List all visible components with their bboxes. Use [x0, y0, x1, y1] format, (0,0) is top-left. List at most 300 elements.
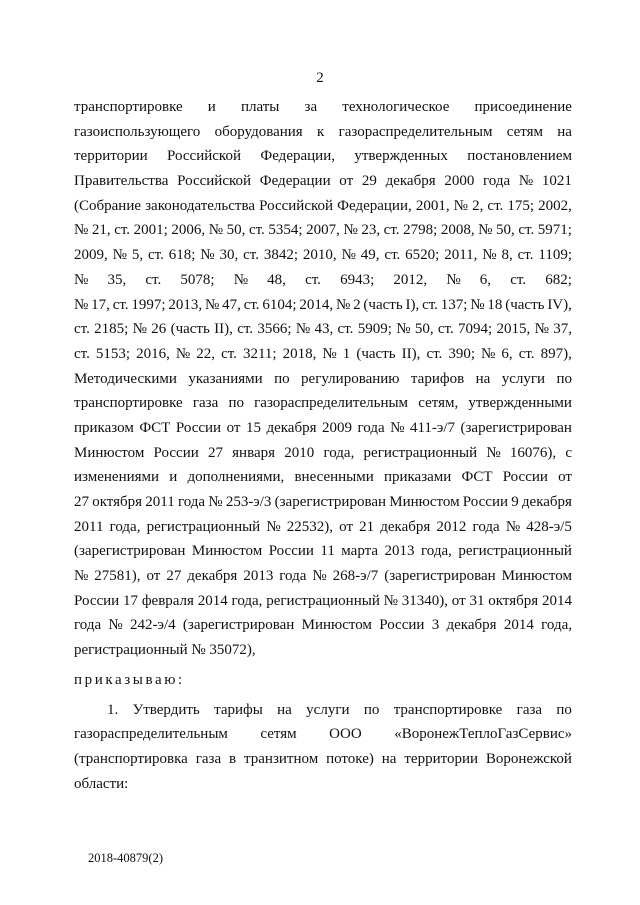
text-line — [74, 293, 572, 318]
word: оборудования — [214, 123, 303, 140]
word: 2, — [472, 197, 484, 214]
word: 2011 — [145, 494, 175, 510]
word: 49, — [360, 247, 380, 264]
word: регистрационный — [146, 518, 261, 535]
word: (транспортировка — [74, 750, 188, 767]
word: дополнениями, — [187, 469, 285, 486]
word: года, — [420, 543, 452, 560]
word: № — [74, 222, 89, 239]
word: IV), — [547, 296, 572, 313]
word: 2014 — [197, 592, 228, 609]
word: 2001, — [415, 197, 450, 214]
word: (зарегистрирован — [460, 419, 572, 436]
word: № — [208, 494, 223, 510]
text-line — [74, 490, 572, 515]
word: 22532), — [286, 518, 334, 535]
word: законодательства — [145, 197, 256, 214]
word: ст. — [243, 247, 259, 264]
word: 27 — [74, 494, 89, 510]
word: № — [534, 321, 549, 338]
word: 3211; — [242, 345, 277, 362]
word: 2009, — [74, 247, 108, 264]
word: сетям, — [418, 395, 459, 412]
word: России — [379, 617, 425, 634]
word: России — [74, 592, 120, 609]
text-line — [74, 416, 572, 441]
word: газа — [195, 750, 222, 767]
word: 48, — [267, 271, 286, 288]
text-line — [74, 342, 572, 367]
word: (зарегистрирован — [182, 617, 295, 634]
text-line — [74, 120, 572, 145]
word: ст. — [248, 222, 265, 239]
word: (зарегистрирован — [384, 568, 496, 585]
text-line — [74, 95, 572, 120]
word: ст. — [237, 321, 254, 338]
word: февраля — [141, 592, 194, 609]
paragraph-legal-basis — [74, 95, 572, 663]
word: 2011, — [444, 247, 478, 264]
word: № — [200, 247, 215, 264]
word: 50, — [496, 222, 515, 239]
text-line — [74, 218, 572, 243]
word: ст. — [221, 345, 237, 362]
word: 2014 — [503, 617, 534, 634]
text-line — [74, 317, 572, 342]
word: приказом — [74, 419, 134, 436]
word: года — [74, 617, 102, 634]
text-line — [74, 169, 572, 194]
word: газа — [516, 701, 543, 718]
word: 411-э/7 — [409, 419, 455, 436]
word: 37, — [553, 321, 572, 338]
word: ст. — [383, 222, 400, 239]
word: Утвердить — [132, 701, 200, 718]
word: по — [363, 701, 380, 718]
word: октября — [92, 494, 143, 510]
word: 35, — [107, 271, 127, 288]
word: 23, — [361, 222, 381, 239]
word: 390; — [448, 345, 475, 362]
word: с — [565, 444, 572, 461]
word: регистрационный — [74, 642, 188, 659]
word: транзитном — [244, 750, 319, 767]
word: 9 — [511, 494, 519, 510]
word: № — [446, 271, 461, 288]
word: по — [556, 701, 572, 718]
order-word: приказываю: — [74, 671, 185, 688]
word: 31 — [469, 592, 485, 609]
text-line — [74, 194, 572, 219]
word: 6520; — [405, 247, 440, 264]
word: № — [312, 568, 327, 585]
word: и — [207, 99, 216, 115]
word: 21 — [359, 518, 375, 535]
word: 3 — [431, 617, 440, 634]
word: 3566; — [257, 321, 292, 338]
word: № — [390, 419, 405, 436]
word: декабря — [187, 568, 238, 585]
word: изменениями — [74, 469, 160, 486]
word: года — [279, 568, 307, 585]
word: 5153; — [95, 345, 131, 362]
word: (Собрание — [74, 197, 142, 214]
word: (часть — [363, 296, 403, 313]
word: 1 — [342, 345, 351, 362]
word: от — [339, 518, 353, 535]
word: 18 — [487, 296, 503, 313]
word: и — [169, 469, 178, 486]
word: по — [556, 370, 572, 387]
word: 26 — [151, 321, 167, 338]
word: 21, — [91, 222, 111, 239]
text-line — [74, 515, 572, 540]
text-line — [74, 243, 572, 268]
word: ст. — [518, 222, 535, 239]
word: Правительства — [74, 173, 169, 190]
word: 5354; — [268, 222, 303, 239]
word: ст. — [74, 345, 90, 362]
word: 5, — [131, 247, 144, 264]
word: № — [74, 568, 89, 585]
word: 2009 — [321, 419, 352, 436]
word: ст. — [517, 247, 534, 264]
word: 17 — [123, 592, 139, 609]
word: технологическое — [342, 99, 450, 115]
word: ст. — [510, 271, 527, 288]
word: № — [518, 173, 534, 190]
word: 2013 — [384, 543, 415, 560]
word: № — [191, 642, 206, 659]
word: 3842; — [263, 247, 299, 264]
text-line — [74, 564, 572, 589]
word: № — [335, 296, 351, 313]
word: 6, — [479, 271, 492, 288]
word: 428-э/5 — [526, 518, 572, 535]
word: регистрационный — [266, 592, 380, 609]
word: сетям — [260, 726, 297, 743]
word: 1997; — [131, 296, 166, 313]
word: на — [557, 123, 572, 140]
word: 27 — [207, 444, 223, 461]
word: от — [451, 592, 466, 609]
word: 242-э/4 — [130, 617, 176, 634]
word: 1. — [107, 701, 119, 718]
word: 175; — [507, 197, 535, 214]
word: 2012 — [436, 518, 467, 535]
word: декабря — [521, 494, 572, 510]
word: 2010, — [302, 247, 337, 264]
text-line — [74, 367, 572, 392]
word: газораспределительным — [254, 395, 409, 412]
word: утвержденными — [468, 395, 572, 412]
word: № — [233, 271, 249, 288]
word: № — [112, 247, 127, 264]
word: потоке) — [326, 750, 374, 767]
word: 2798; — [403, 222, 438, 239]
word: Методическими — [74, 370, 177, 387]
word: года — [177, 494, 206, 510]
word: 2015, — [496, 321, 531, 338]
text-line — [74, 268, 572, 293]
word: года — [483, 173, 511, 190]
word: № — [74, 296, 89, 313]
word: № — [208, 222, 224, 239]
word: декабря — [385, 173, 436, 190]
text-line — [74, 391, 572, 416]
word: № — [108, 617, 123, 634]
word: ООО — [329, 726, 362, 743]
text-line — [74, 144, 572, 169]
word: тарифов — [410, 370, 465, 387]
word: 22, — [196, 345, 216, 362]
text-line — [74, 638, 572, 663]
word: (зарегистрирован — [74, 543, 186, 560]
word: 2007, — [306, 222, 340, 239]
word: приказами — [383, 469, 452, 486]
word: газораспределительным — [74, 726, 228, 743]
word: 2001; — [133, 222, 168, 239]
word: № — [175, 345, 191, 362]
word: России — [462, 494, 508, 510]
word: 2008, — [440, 222, 475, 239]
word: 2018, — [282, 345, 317, 362]
word: года, — [109, 518, 141, 535]
word: на — [381, 750, 397, 767]
text-line — [74, 613, 572, 638]
word: Минюстом — [74, 444, 145, 461]
word: территории — [74, 148, 148, 165]
word: 682; — [545, 271, 572, 288]
word: I), — [405, 296, 420, 313]
word: 30, — [219, 247, 239, 264]
word: № — [266, 518, 281, 535]
word: 6, — [501, 345, 513, 362]
text-line — [74, 722, 572, 747]
word: ст. — [422, 296, 438, 313]
word: Воронежской — [485, 750, 572, 767]
word: (часть — [505, 296, 545, 313]
text-line — [74, 441, 572, 466]
word: № — [295, 321, 311, 338]
document-body — [74, 95, 572, 796]
word: 2013 — [243, 568, 274, 585]
word: № — [486, 444, 501, 461]
word: 897), — [540, 345, 572, 362]
word: ФСТ — [139, 419, 171, 436]
text-line — [74, 772, 572, 797]
word: декабря — [380, 518, 431, 535]
word: 137; — [440, 296, 468, 313]
word: октября — [488, 592, 539, 609]
word: утвержденных — [354, 148, 448, 165]
word: услуги — [306, 701, 350, 718]
word: 253-э/3 — [225, 494, 272, 510]
word: 27 — [166, 568, 182, 585]
word: России — [502, 469, 548, 486]
word: газа — [192, 395, 219, 412]
text-line — [74, 698, 572, 723]
word: № — [478, 222, 493, 239]
word: 17, — [91, 296, 110, 313]
word: регистрационный — [363, 444, 478, 461]
word: 2010 — [284, 444, 315, 461]
word: января — [232, 444, 276, 461]
word: на — [277, 701, 292, 718]
word: присоединение — [474, 99, 572, 115]
word: № — [396, 321, 411, 338]
word: № — [341, 247, 356, 264]
word: Минюстом — [191, 543, 263, 560]
word: ст. — [243, 296, 260, 313]
word: России — [175, 419, 222, 436]
word: транспортировке — [74, 395, 183, 412]
word: внесенными — [294, 469, 374, 486]
word: области: — [74, 775, 129, 792]
word: Российской — [167, 148, 241, 165]
word: России — [153, 444, 199, 461]
word: ФСТ — [461, 469, 493, 486]
word: № — [505, 518, 521, 535]
word: 2000 — [444, 173, 475, 190]
word: транспортировке — [74, 99, 183, 115]
word: марта — [341, 543, 379, 560]
word: № — [322, 345, 337, 362]
word: 47, — [222, 296, 241, 313]
word: II), — [401, 345, 421, 362]
word: 618; — [168, 247, 196, 264]
word: ст. — [147, 247, 164, 264]
document-code: 2018-40879(2) — [88, 851, 163, 865]
word: 5971; — [537, 222, 572, 239]
word: от — [558, 469, 572, 486]
word: ст. — [145, 271, 162, 288]
word: 2016, — [136, 345, 170, 362]
word: 8, — [501, 247, 513, 264]
word: ст. — [437, 321, 454, 338]
word: 268-э/7 — [332, 568, 379, 585]
word: года, — [231, 592, 263, 609]
word: 6943; — [340, 271, 375, 288]
text-line — [74, 539, 572, 564]
word: 5909; — [357, 321, 392, 338]
word: за — [304, 99, 318, 115]
word: декабря — [266, 419, 317, 436]
word: 1021 — [541, 173, 572, 190]
word: 16076), — [509, 444, 557, 461]
word: 6104; — [262, 296, 297, 313]
word: № — [383, 592, 398, 609]
word: Минюстом — [301, 617, 372, 634]
word: № — [453, 197, 468, 214]
word: территории — [404, 750, 479, 767]
word: Федерации — [259, 173, 331, 190]
word: (часть — [356, 345, 396, 362]
word: 1109; — [538, 247, 572, 264]
word: услуги — [501, 370, 546, 387]
word: (зарегистрирован — [274, 494, 387, 510]
word: II), — [214, 321, 233, 338]
word: 2 — [353, 296, 361, 313]
word: года, — [541, 617, 572, 634]
word: Федерации, — [337, 197, 412, 214]
word: 15 — [245, 419, 261, 436]
word: на — [475, 370, 491, 387]
word: 2006, — [171, 222, 206, 239]
word: 2011 — [74, 518, 104, 535]
word: ст. — [305, 271, 321, 288]
word: ст. — [426, 345, 443, 362]
word: 27581), — [94, 568, 141, 585]
word: года — [472, 518, 500, 535]
word: ст. — [384, 247, 401, 264]
word: ст. — [337, 321, 354, 338]
word: от — [226, 419, 241, 436]
word: сетям — [506, 123, 543, 140]
word: газораспределительным — [338, 123, 493, 140]
word: 2014, — [299, 296, 334, 313]
word: тарифы — [214, 701, 263, 718]
word: 2185; — [94, 321, 129, 338]
word: ст. — [114, 222, 131, 239]
word: 2012, — [393, 271, 428, 288]
word: 50, — [414, 321, 434, 338]
word: года — [357, 419, 385, 436]
word: 2013, — [168, 296, 203, 313]
word: № — [481, 345, 496, 362]
word: № — [132, 321, 147, 338]
word: № — [470, 296, 485, 313]
word: России — [268, 543, 314, 560]
word: по — [228, 395, 244, 412]
word: 5078; — [180, 271, 215, 288]
page-number: 2 — [316, 70, 324, 86]
word: «ВоронежТеплоГазСервис» — [394, 726, 572, 743]
word: № — [204, 296, 220, 313]
word: регулированию — [301, 370, 400, 387]
word: (часть — [170, 321, 210, 338]
text-line — [74, 747, 572, 772]
word: регистрационный — [458, 543, 572, 560]
word: 7094; — [458, 321, 493, 338]
text-line — [74, 465, 572, 490]
word: Российской — [259, 197, 334, 214]
word: 50, — [226, 222, 246, 239]
word: ст. — [74, 321, 90, 338]
word: 29 — [361, 173, 377, 190]
word: декабря — [446, 617, 497, 634]
word: по — [274, 370, 290, 387]
word: 2014 — [541, 592, 572, 609]
word: ст. — [112, 296, 129, 313]
word: 31340), — [401, 592, 448, 609]
text-line — [74, 589, 572, 614]
word: от — [339, 173, 354, 190]
word: указаниями — [188, 370, 263, 387]
word: № — [343, 222, 358, 239]
word: в — [229, 750, 237, 767]
word: 43, — [314, 321, 334, 338]
word: Минюстом — [389, 494, 460, 510]
word: Федерации, — [260, 148, 335, 165]
word: платы — [240, 99, 280, 115]
word: Российской — [177, 173, 252, 190]
word: транспортировке — [393, 701, 503, 718]
word: постановлением — [467, 148, 572, 165]
word: 2002, — [538, 197, 572, 214]
word: 35072), — [209, 642, 256, 659]
word: года, — [323, 444, 355, 461]
